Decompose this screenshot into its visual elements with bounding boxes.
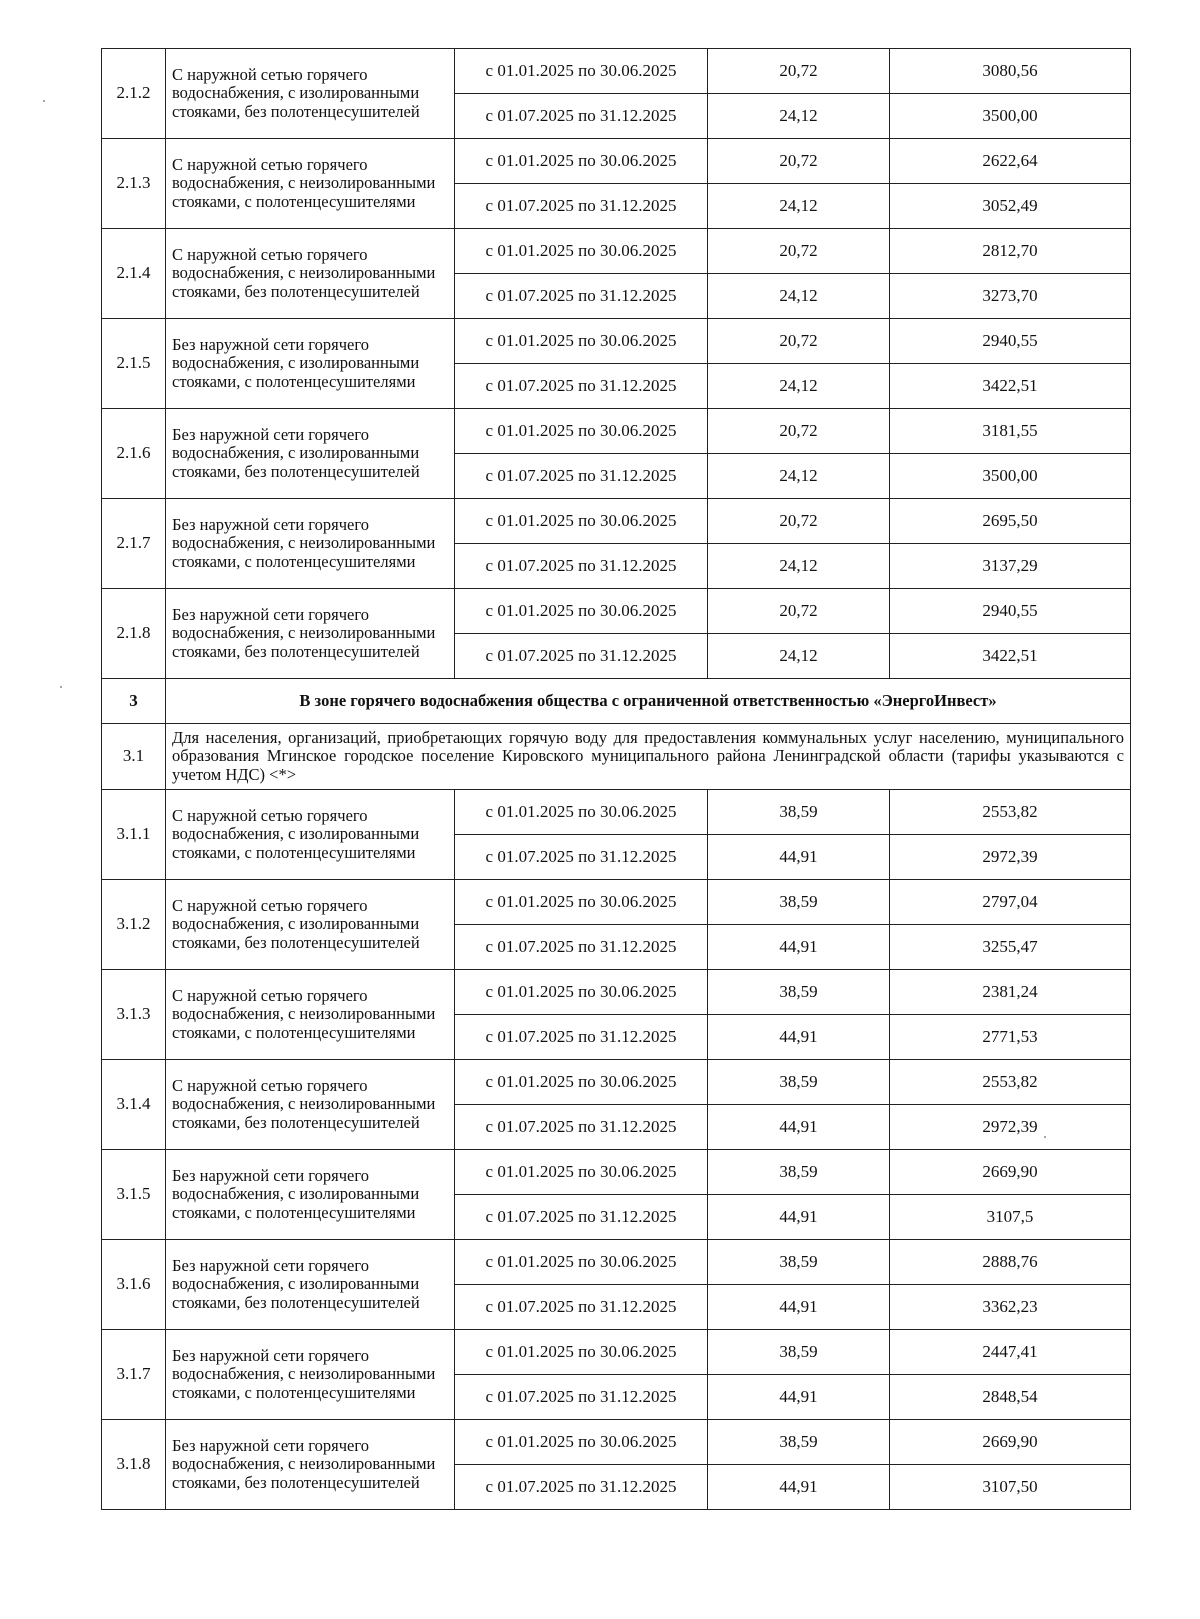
tariff-period: с 01.01.2025 по 30.06.2025 — [455, 139, 708, 184]
group-number: 3.1 — [102, 724, 166, 790]
section-title: В зоне горячего водоснабжения общества с ограниченной ответственностью «ЭнергоИнвест» — [166, 679, 1131, 724]
item-number: 2.1.6 — [102, 409, 166, 499]
tariff-value-2: 2972,39 — [890, 1105, 1131, 1150]
item-number: 3.1.4 — [102, 1060, 166, 1150]
tariff-row — [102, 139, 1131, 184]
tariff-value-1: 44,91 — [708, 1015, 890, 1060]
group-row — [102, 724, 1131, 790]
scan-speck — [43, 100, 45, 102]
tariff-value-1: 24,12 — [708, 634, 890, 679]
tariff-value-2: 2669,90 — [890, 1150, 1131, 1195]
tariff-value-1: 20,72 — [708, 49, 890, 94]
tariff-period: с 01.07.2025 по 31.12.2025 — [455, 1015, 708, 1060]
tariff-value-1: 44,91 — [708, 1285, 890, 1330]
tariff-value-1: 24,12 — [708, 184, 890, 229]
item-number: 3.1.7 — [102, 1330, 166, 1420]
tariff-row — [102, 1150, 1131, 1195]
tariff-period: с 01.07.2025 по 31.12.2025 — [455, 1285, 708, 1330]
tariff-value-2: 2888,76 — [890, 1240, 1131, 1285]
item-number: 2.1.5 — [102, 319, 166, 409]
tariff-row — [102, 1330, 1131, 1375]
tariff-value-2: 2553,82 — [890, 790, 1131, 835]
tariff-value-1: 38,59 — [708, 790, 890, 835]
tariff-value-2: 3500,00 — [890, 454, 1131, 499]
item-number: 2.1.4 — [102, 229, 166, 319]
item-description: С наружной сетью горячего водоснабжения, с неизолированными стояками, без полотенцесушителей — [166, 229, 455, 319]
tariff-value-2: 2622,64 — [890, 139, 1131, 184]
tariff-value-2: 3362,23 — [890, 1285, 1131, 1330]
tariff-period: с 01.01.2025 по 30.06.2025 — [455, 970, 708, 1015]
tariff-value-1: 24,12 — [708, 364, 890, 409]
tariff-value-2: 3255,47 — [890, 925, 1131, 970]
tariff-value-2: 3273,70 — [890, 274, 1131, 319]
tariff-value-1: 24,12 — [708, 274, 890, 319]
tariff-value-2: 3500,00 — [890, 94, 1131, 139]
tariff-value-1: 38,59 — [708, 880, 890, 925]
tariff-value-2: 2447,41 — [890, 1330, 1131, 1375]
tariff-row — [102, 880, 1131, 925]
tariff-value-2: 2848,54 — [890, 1375, 1131, 1420]
item-number: 2.1.2 — [102, 49, 166, 139]
tariff-period: с 01.07.2025 по 31.12.2025 — [455, 1105, 708, 1150]
tariff-value-1: 20,72 — [708, 139, 890, 184]
tariff-period: с 01.07.2025 по 31.12.2025 — [455, 1465, 708, 1510]
tariff-value-2: 2940,55 — [890, 589, 1131, 634]
tariff-period: с 01.07.2025 по 31.12.2025 — [455, 634, 708, 679]
tariff-value-1: 44,91 — [708, 925, 890, 970]
tariff-value-2: 2695,50 — [890, 499, 1131, 544]
tariff-period: с 01.01.2025 по 30.06.2025 — [455, 790, 708, 835]
item-description: С наружной сетью горячего водоснабжения, с изолированными стояками, без полотенцесушителей — [166, 880, 455, 970]
tariff-row — [102, 1240, 1131, 1285]
tariff-value-1: 38,59 — [708, 1330, 890, 1375]
tariff-value-2: 2812,70 — [890, 229, 1131, 274]
tariff-value-2: 2797,04 — [890, 880, 1131, 925]
tariff-value-2: 2381,24 — [890, 970, 1131, 1015]
section-row — [102, 679, 1131, 724]
tariff-row — [102, 790, 1131, 835]
item-number: 3.1.8 — [102, 1420, 166, 1510]
item-number: 2.1.7 — [102, 499, 166, 589]
tariff-value-1: 44,91 — [708, 1465, 890, 1510]
item-description: С наружной сетью горячего водоснабжения, с неизолированными стояками, с полотенцесушителями — [166, 970, 455, 1060]
tariff-period: с 01.07.2025 по 31.12.2025 — [455, 925, 708, 970]
tariff-row — [102, 229, 1131, 274]
tariff-period: с 01.01.2025 по 30.06.2025 — [455, 409, 708, 454]
item-number: 2.1.8 — [102, 589, 166, 679]
item-number: 3.1.2 — [102, 880, 166, 970]
tariff-value-1: 44,91 — [708, 1105, 890, 1150]
section-3-header — [102, 679, 1131, 790]
tariff-value-2: 2553,82 — [890, 1060, 1131, 1105]
tariff-value-1: 44,91 — [708, 1195, 890, 1240]
tariff-value-2: 2669,90 — [890, 1420, 1131, 1465]
tariff-period: с 01.07.2025 по 31.12.2025 — [455, 274, 708, 319]
tariff-period: с 01.01.2025 по 30.06.2025 — [455, 1060, 708, 1105]
tariff-row — [102, 319, 1131, 364]
tariff-value-2: 3422,51 — [890, 634, 1131, 679]
tariff-period: с 01.07.2025 по 31.12.2025 — [455, 364, 708, 409]
tariff-row — [102, 1060, 1131, 1105]
tariff-row — [102, 1420, 1131, 1465]
item-number: 3.1.6 — [102, 1240, 166, 1330]
tariff-value-2: 3052,49 — [890, 184, 1131, 229]
tariff-period: с 01.01.2025 по 30.06.2025 — [455, 319, 708, 364]
item-description: С наружной сетью горячего водоснабжения, с неизолированными стояками, с полотенцесушителями — [166, 139, 455, 229]
item-number: 2.1.3 — [102, 139, 166, 229]
tariff-period: с 01.01.2025 по 30.06.2025 — [455, 1420, 708, 1465]
tariff-value-2: 3107,5 — [890, 1195, 1131, 1240]
group-description: Для населения, организаций, приобретающих горячую воду для предоставления коммунальных услуг населению, муниципального образования Мгинское городское поселение Кировского муниципального района Ленинградской области (тарифы указываются с учетом НДС) <*> — [166, 724, 1131, 790]
tariff-period: с 01.01.2025 по 30.06.2025 — [455, 589, 708, 634]
tariff-row — [102, 49, 1131, 94]
item-description: Без наружной сети горячего водоснабжения, с неизолированными стояками, без полотенцесушителей — [166, 1420, 455, 1510]
tariff-period: с 01.01.2025 по 30.06.2025 — [455, 229, 708, 274]
tariff-value-2: 2940,55 — [890, 319, 1131, 364]
tariff-value-1: 24,12 — [708, 454, 890, 499]
tariff-value-2: 2771,53 — [890, 1015, 1131, 1060]
tariff-period: с 01.07.2025 по 31.12.2025 — [455, 184, 708, 229]
item-description: Без наружной сети горячего водоснабжения, с изолированными стояками, без полотенцесушителей — [166, 409, 455, 499]
tariff-row — [102, 589, 1131, 634]
tariff-period: с 01.01.2025 по 30.06.2025 — [455, 1150, 708, 1195]
tariff-period: с 01.07.2025 по 31.12.2025 — [455, 94, 708, 139]
tariff-value-1: 38,59 — [708, 1240, 890, 1285]
tariff-rows-section-3 — [102, 790, 1131, 1510]
tariff-row — [102, 499, 1131, 544]
tariff-period: с 01.01.2025 по 30.06.2025 — [455, 1240, 708, 1285]
item-description: Без наружной сети горячего водоснабжения, с изолированными стояками, без полотенцесушителей — [166, 1240, 455, 1330]
section-number: 3 — [102, 679, 166, 724]
tariff-value-1: 20,72 — [708, 319, 890, 364]
tariff-table — [101, 48, 1131, 1510]
tariff-period: с 01.01.2025 по 30.06.2025 — [455, 1330, 708, 1375]
tariff-rows-section-2 — [102, 49, 1131, 679]
tariff-period: с 01.07.2025 по 31.12.2025 — [455, 454, 708, 499]
tariff-value-1: 38,59 — [708, 1060, 890, 1105]
tariff-period: с 01.07.2025 по 31.12.2025 — [455, 835, 708, 880]
tariff-value-2: 3137,29 — [890, 544, 1131, 589]
tariff-value-1: 20,72 — [708, 409, 890, 454]
item-description: Без наружной сети горячего водоснабжения, с неизолированными стояками, с полотенцесушителями — [166, 1330, 455, 1420]
item-description: С наружной сетью горячего водоснабжения, с изолированными стояками, с полотенцесушителями — [166, 790, 455, 880]
item-number: 3.1.5 — [102, 1150, 166, 1240]
tariff-value-1: 38,59 — [708, 1150, 890, 1195]
tariff-value-1: 24,12 — [708, 544, 890, 589]
tariff-period: с 01.01.2025 по 30.06.2025 — [455, 499, 708, 544]
tariff-period: с 01.07.2025 по 31.12.2025 — [455, 544, 708, 589]
tariff-row — [102, 970, 1131, 1015]
item-description: Без наружной сети горячего водоснабжения, с неизолированными стояками, с полотенцесушителями — [166, 499, 455, 589]
item-description: Без наружной сети горячего водоснабжения, с неизолированными стояками, без полотенцесушителей — [166, 589, 455, 679]
item-description: Без наружной сети горячего водоснабжения, с изолированными стояками, с полотенцесушителями — [166, 319, 455, 409]
tariff-value-2: 3080,56 — [890, 49, 1131, 94]
tariff-value-1: 20,72 — [708, 589, 890, 634]
tariff-period: с 01.07.2025 по 31.12.2025 — [455, 1195, 708, 1240]
tariff-value-2: 3107,50 — [890, 1465, 1131, 1510]
tariff-row — [102, 409, 1131, 454]
tariff-value-1: 20,72 — [708, 499, 890, 544]
scan-speck — [60, 686, 62, 688]
tariff-value-1: 44,91 — [708, 1375, 890, 1420]
tariff-value-1: 24,12 — [708, 94, 890, 139]
item-number: 3.1.1 — [102, 790, 166, 880]
item-description: С наружной сетью горячего водоснабжения, с неизолированными стояками, без полотенцесушителей — [166, 1060, 455, 1150]
tariff-period: с 01.07.2025 по 31.12.2025 — [455, 1375, 708, 1420]
tariff-period: с 01.01.2025 по 30.06.2025 — [455, 49, 708, 94]
item-description: С наружной сетью горячего водоснабжения, с изолированными стояками, без полотенцесушителей — [166, 49, 455, 139]
tariff-value-1: 38,59 — [708, 1420, 890, 1465]
tariff-value-1: 20,72 — [708, 229, 890, 274]
item-number: 3.1.3 — [102, 970, 166, 1060]
tariff-value-1: 38,59 — [708, 970, 890, 1015]
tariff-value-1: 44,91 — [708, 835, 890, 880]
tariff-value-2: 3422,51 — [890, 364, 1131, 409]
tariff-value-2: 2972,39 — [890, 835, 1131, 880]
tariff-period: с 01.01.2025 по 30.06.2025 — [455, 880, 708, 925]
item-description: Без наружной сети горячего водоснабжения, с изолированными стояками, с полотенцесушителями — [166, 1150, 455, 1240]
tariff-value-2: 3181,55 — [890, 409, 1131, 454]
